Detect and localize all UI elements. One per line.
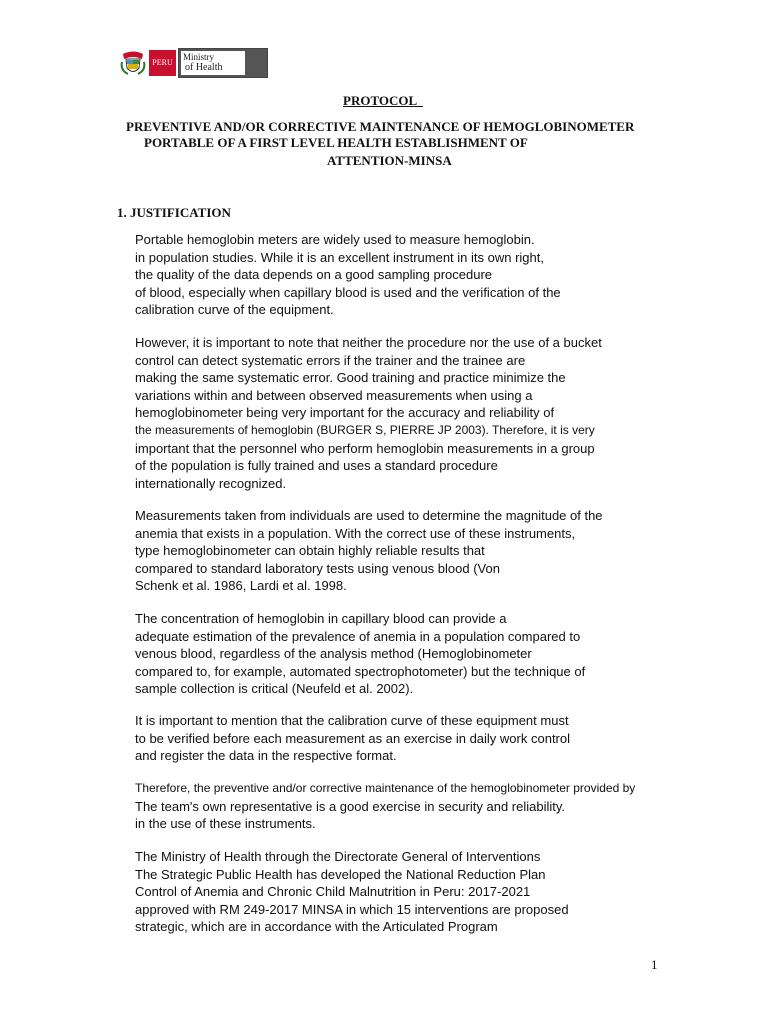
peru-coat-of-arms-icon [120,50,146,76]
text-line: hemoglobinometer being very important for the accuracy and reliability of [135,405,555,421]
text-line: Control of Anemia and Chronic Child Malnutrition in Peru: 2017-2021 [135,884,531,900]
title-line-3: ATTENTION-MINSA [327,153,452,168]
text-line: anemia that exists in a population. With the correct use of these instruments, [135,525,576,541]
title-line-1: PREVENTIVE AND/OR CORRECTIVE MAINTENANCE OF HEMOGLOBINOMETER [126,119,635,134]
text-line: However, it is important to note that neither the procedure nor the use of a bucket [135,335,602,350]
text-line: Therefore, the preventive and/or corrective maintenance of the hemoglobinometer provided by [135,781,636,795]
paragraph-5 [135,712,570,765]
text-line: important that the personnel who perform hemoglobin measurements in a group [135,440,595,456]
paragraph-3 [135,507,603,595]
text-line: and register the data in the respective format. [135,748,397,764]
text-line: control can detect systematic errors if the trainer and the trainee are [135,352,526,368]
text-line: The Strategic Public Health has developed the National Reduction Plan [135,866,546,882]
title-line-2: PORTABLE OF A FIRST LEVEL HEALTH ESTABLISHMENT OF [144,135,528,150]
text-line: making the same systematic error. Good training and practice minimize the [135,370,566,386]
text-line: in population studies. While it is an excellent instrument in its own right, [135,249,544,265]
text-line: type hemoglobinometer can obtain highly reliable results that [135,543,485,559]
paragraph-6 [135,780,635,833]
text-line: adequate estimation of the prevalence of anemia in a population compared to [135,628,581,644]
text-line: calibration curve of the equipment. [135,302,334,318]
text-line: internationally recognized. [135,475,287,491]
text-line: venous blood, regardless of the analysis method (Hemoglobinometer [135,646,532,662]
protocol-heading: PROTOCOL [343,93,423,108]
section-heading: 1. JUSTIFICATION [117,205,231,220]
text-line: Schenk et al. 1986, Lardi et al. 1998. [135,578,347,594]
text-line: the measurements of hemoglobin (BURGER S, PIERRE JP 2003). Therefore, it is very [135,422,595,437]
text-line: The concentration of hemoglobin in capillary blood can provide a [135,611,507,626]
page-number: 1 [651,957,658,972]
peru-label: PERU [149,50,176,76]
paragraph-2 [135,334,602,492]
text-line: strategic, which are in accordance with the Articulated Program [135,919,498,935]
text-line: of blood, especially when capillary blood is used and the verification of the [135,284,561,300]
text-line: sample collection is critical (Neufeld et al. 2002). [135,681,414,697]
text-line: compared to, for example, automated spectrophotometer) but the technique of [135,663,586,679]
paragraph-4 [135,610,585,698]
text-line: Measurements taken from individuals are used to determine the magnitude of the [135,508,603,523]
text-line: It is important to mention that the calibration curve of these equipment must [135,713,569,728]
text-line: of the population is fully trained and uses a standard procedure [135,458,498,474]
ministry-line2: of Health [185,62,223,73]
paragraph-1 [135,231,561,319]
text-line: Portable hemoglobin meters are widely used to measure hemoglobin. [135,232,535,247]
ministry-box [178,48,268,78]
ministry-line1: Ministry [183,52,215,62]
paragraph-7 [135,848,569,936]
text-line: The team's own representative is a good exercise in security and reliability. [135,798,566,814]
text-line: the quality of the data depends on a good sampling procedure [135,267,493,283]
text-line: compared to standard laboratory tests using venous blood (Von [135,560,500,576]
text-line: in the use of these instruments. [135,816,316,832]
text-line: variations within and between observed measurements when using a [135,387,533,403]
text-line: The Ministry of Health through the Directorate General of Interventions [135,849,541,864]
text-line: to be verified before each measurement as an exercise in daily work control [135,730,570,746]
text-line: approved with RM 249-2017 MINSA in which 15 interventions are proposed [135,901,569,917]
